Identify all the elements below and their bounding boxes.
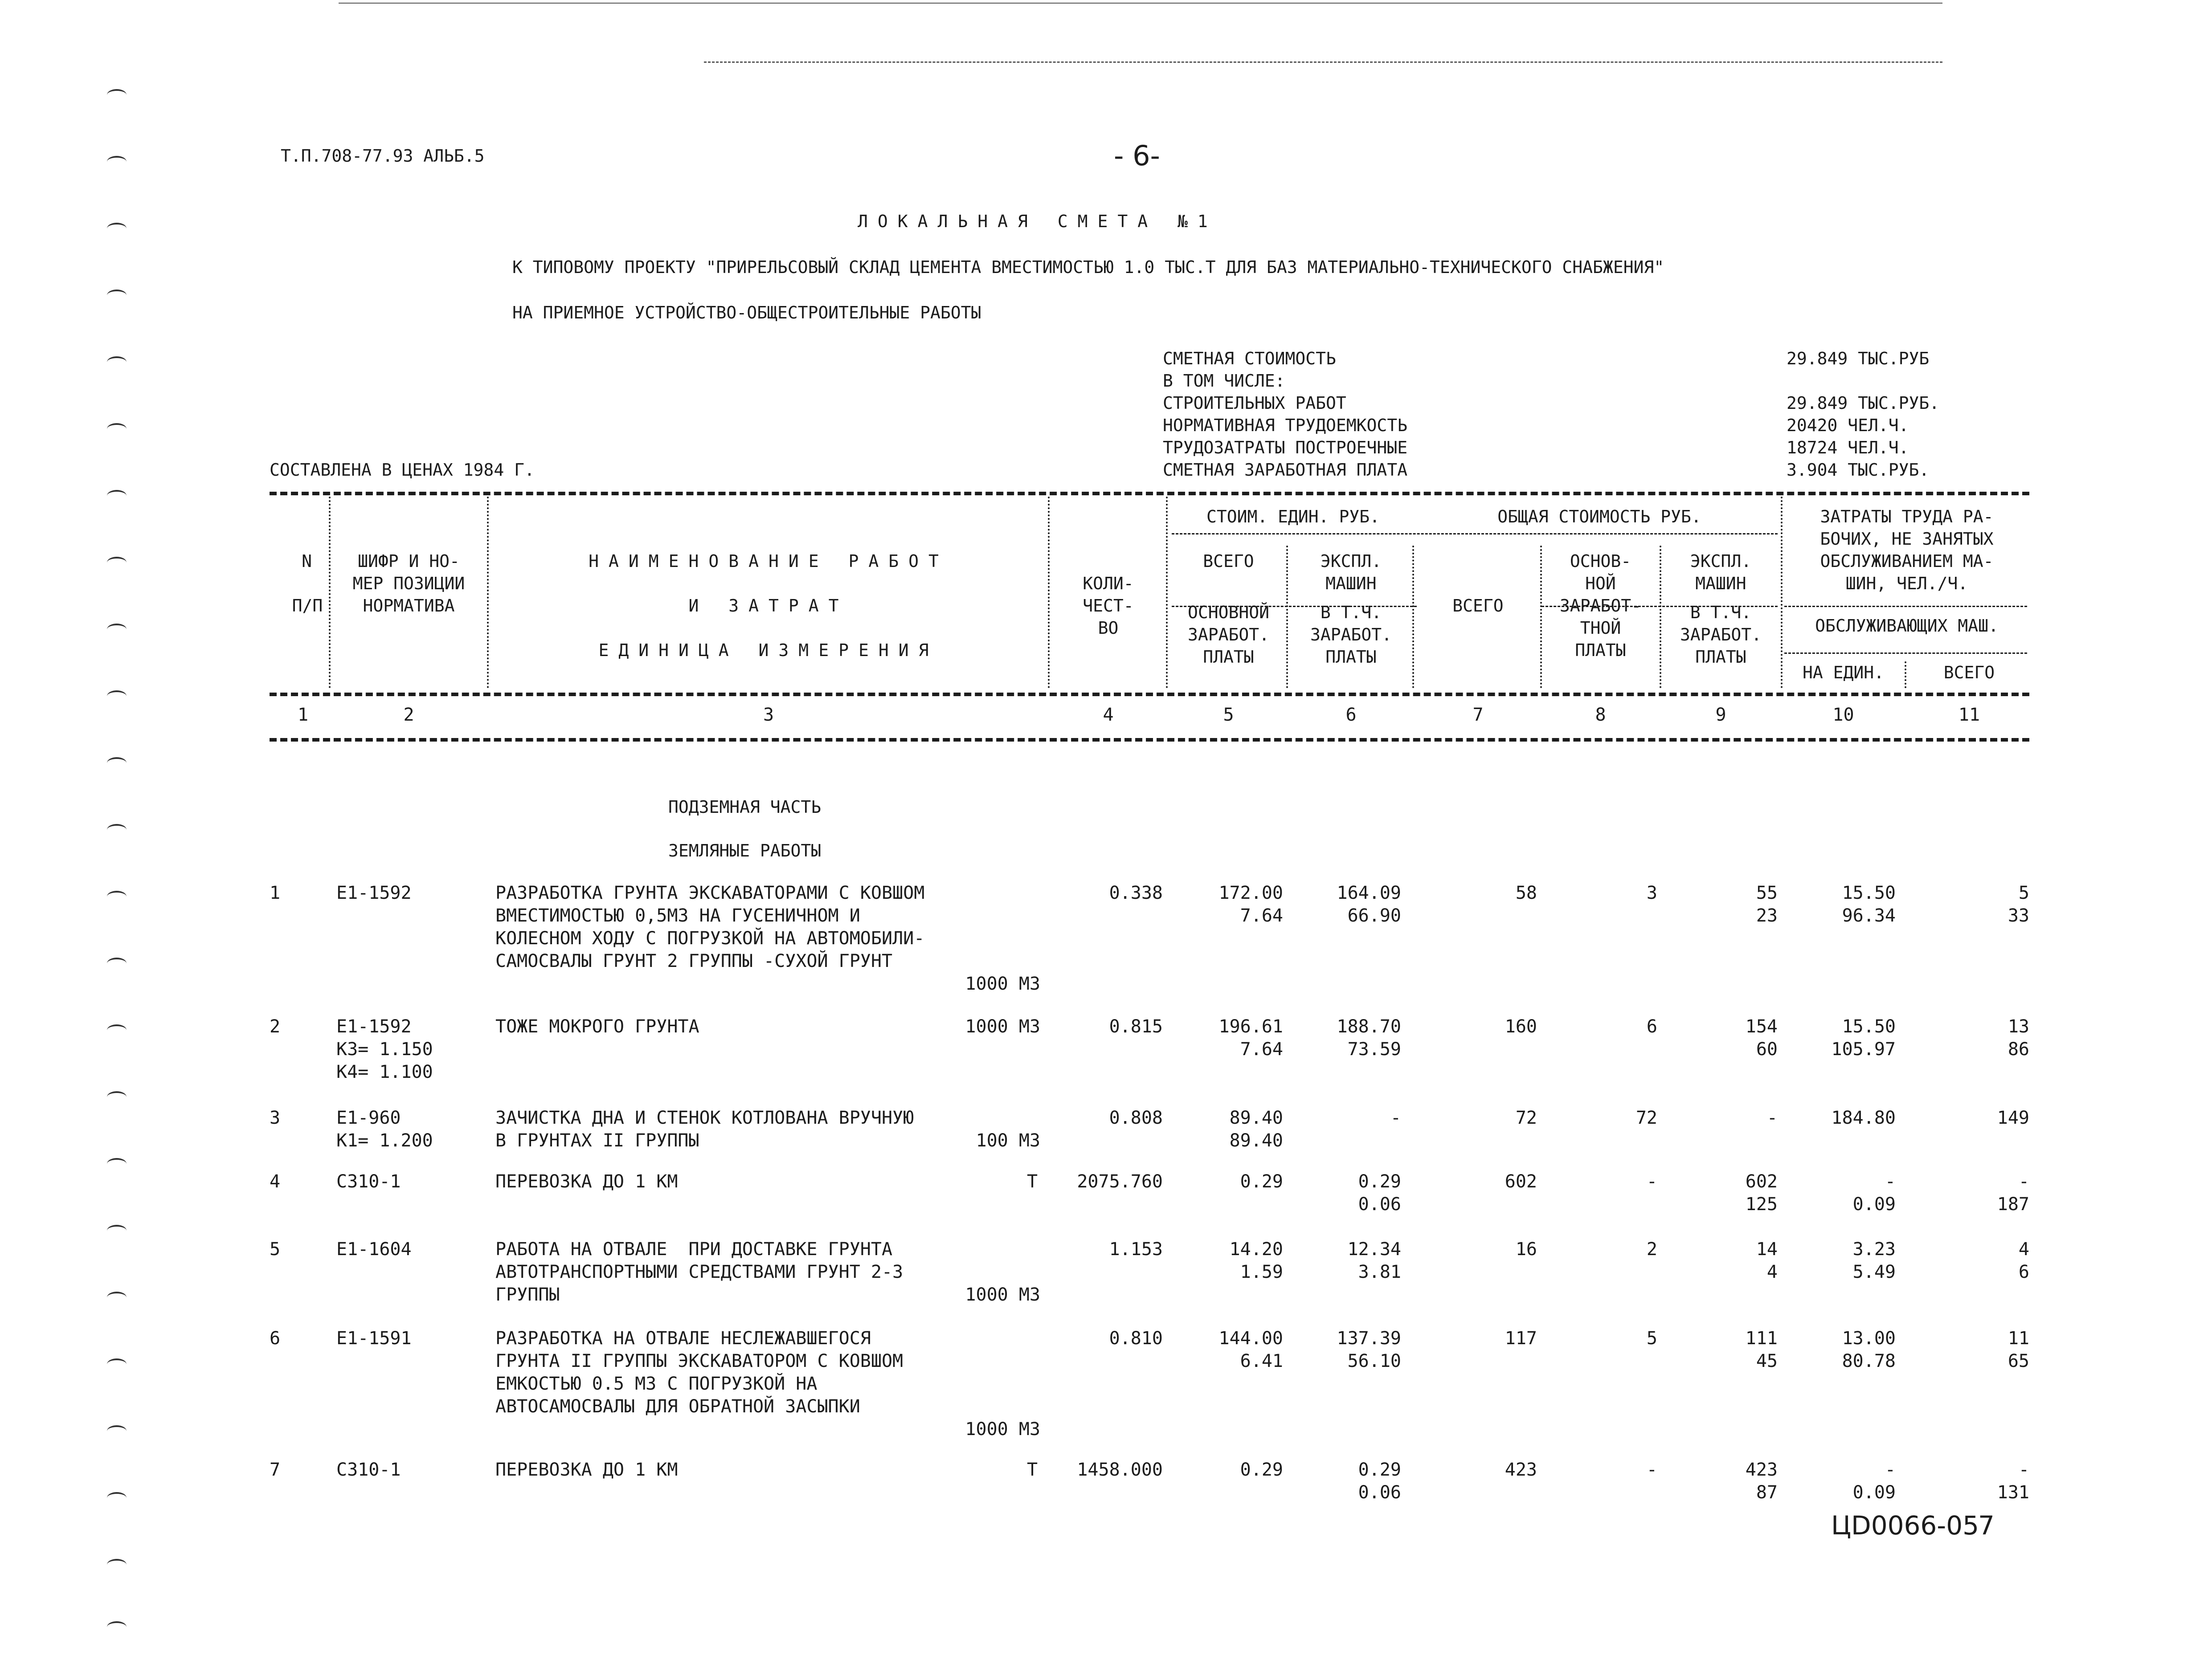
item-total-machines: 602 bbox=[1745, 1171, 1778, 1192]
item-code: К1= 1.200 bbox=[336, 1130, 433, 1151]
column-number: 1 bbox=[297, 705, 309, 725]
item-code: Е1-960 bbox=[336, 1108, 401, 1128]
item-code: К3= 1.150 bbox=[336, 1039, 433, 1060]
item-unit-cost: 144.00 bbox=[1218, 1328, 1283, 1349]
column-number: 11 bbox=[1958, 705, 1980, 725]
item-unit-machines: 0.29 bbox=[1358, 1171, 1401, 1192]
item-total-machines: 23 bbox=[1756, 905, 1778, 926]
item-total-machines: 55 bbox=[1756, 883, 1778, 903]
item-name-line: АВТОСАМОСВАЛЫ ДЛЯ ОБРАТНОЙ ЗАСЫПКИ bbox=[495, 1396, 860, 1417]
item-name-line: ПЕРЕВОЗКА ДО 1 КМ bbox=[495, 1460, 678, 1480]
column-number: 9 bbox=[1715, 705, 1726, 725]
item-total-wages: 72 bbox=[1635, 1108, 1657, 1128]
item-labor-unit: 15.50 bbox=[1842, 1016, 1896, 1037]
section-heading: ПОДЗЕМНАЯ ЧАСТЬ bbox=[668, 797, 822, 817]
item-unit-cost: 0.29 bbox=[1240, 1460, 1283, 1480]
item-name-line: ТОЖЕ МОКРОГО ГРУНТА bbox=[495, 1016, 699, 1037]
item-total-wages: 5 bbox=[1646, 1328, 1657, 1349]
summary-value: 3.904 ТЫС.РУБ. bbox=[1787, 460, 1930, 480]
item-total-machines: 14 bbox=[1756, 1239, 1778, 1260]
archive-stamp: ЦD0066-05 bbox=[1831, 1510, 1979, 1541]
item-total: 602 bbox=[1505, 1171, 1537, 1192]
header-col9: ЭКСПЛ. МАШИН В Т.Ч. ЗАРАБОТ. ПЛАТЫ bbox=[1680, 551, 1762, 667]
item-quantity: 0.810 bbox=[1109, 1328, 1163, 1349]
column-number: 8 bbox=[1595, 705, 1606, 725]
item-name-line: ПЕРЕВОЗКА ДО 1 КМ bbox=[495, 1171, 678, 1192]
item-name-line: КОЛЕСНОМ ХОДУ С ПОГРУЗКОЙ НА АВТОМОБИЛИ- bbox=[495, 928, 925, 949]
item-quantity: 0.338 bbox=[1109, 883, 1163, 903]
item-labor-unit: 96.34 bbox=[1842, 905, 1896, 926]
item-unit: 100 М3 bbox=[976, 1130, 1040, 1151]
header-col8: ОСНОВ- НОЙ ЗАРАБОТ- ТНОЙ ПЛАТЫ bbox=[1559, 551, 1642, 660]
item-unit-cost: 0.29 bbox=[1240, 1171, 1283, 1192]
item-number: 4 bbox=[270, 1171, 281, 1192]
item-labor-unit: 105.97 bbox=[1831, 1039, 1896, 1060]
item-labor-unit: 80.78 bbox=[1842, 1351, 1896, 1371]
header-col5: ВСЕГО ОСНОВНОЙ ЗАРАБОТ. ПЛАТЫ bbox=[1187, 551, 1270, 667]
summary-label: НОРМАТИВНАЯ ТРУДОЕМКОСТЬ bbox=[1163, 416, 1408, 435]
item-unit: 1000 М3 bbox=[965, 1016, 1040, 1037]
header-col1: N П/П bbox=[292, 551, 323, 616]
item-labor-total: 33 bbox=[2008, 905, 2029, 926]
item-name-line: ВМЕСТИМОСТЬЮ 0,5М3 НА ГУСЕНИЧНОМ И bbox=[495, 905, 860, 926]
item-number: 2 bbox=[270, 1016, 281, 1037]
item-quantity: 1458.000 bbox=[1077, 1460, 1163, 1480]
item-name-line: АВТОТРАНСПОРТНЫМИ СРЕДСТВАМИ ГРУНТ 2-3 bbox=[495, 1262, 904, 1282]
document-code: Т.П.708-77.93 АЛЬБ.5 bbox=[281, 146, 485, 166]
item-unit-cost: 14.20 bbox=[1229, 1239, 1283, 1260]
item-unit-cost: 1.59 bbox=[1240, 1262, 1283, 1282]
project-subtitle: К ТИПОВОМУ ПРОЕКТУ "ПРИРЕЛЬСОВЫЙ СКЛАД ЦЕМЕНТА ВМЕСТИМОСТЬЮ 1.0 ТЫС.Т ДЛЯ БАЗ МАТЕРИАЛЬНО-ТЕХНИЧЕСКОГО СНАБЖЕНИЯ" bbox=[512, 257, 1664, 277]
item-code: Е1-1592 bbox=[336, 883, 412, 903]
item-unit-machines: 66.90 bbox=[1347, 905, 1401, 926]
summary-label: В ТОМ ЧИСЛЕ: bbox=[1163, 371, 1285, 391]
item-unit-cost: 172.00 bbox=[1218, 883, 1283, 903]
summary-label: СТРОИТЕЛЬНЫХ РАБОТ bbox=[1163, 393, 1346, 413]
table-rule-header-bottom bbox=[270, 693, 2029, 696]
item-number: 5 bbox=[270, 1239, 281, 1260]
item-unit-machines: 0.06 bbox=[1358, 1194, 1401, 1215]
item-labor-unit: 0.09 bbox=[1852, 1194, 1896, 1215]
item-total-wages: - bbox=[1646, 1460, 1657, 1480]
item-total-machines: 154 bbox=[1745, 1016, 1778, 1037]
item-unit-machines: 0.06 bbox=[1358, 1482, 1401, 1503]
item-total-wages: - bbox=[1646, 1171, 1657, 1192]
item-unit-cost: 7.64 bbox=[1240, 905, 1283, 926]
header-col6: ЭКСПЛ. МАШИН В Т.Ч. ЗАРАБОТ. ПЛАТЫ bbox=[1310, 551, 1392, 667]
column-number: 5 bbox=[1223, 705, 1234, 725]
column-number: 7 bbox=[1472, 705, 1484, 725]
header-group-labor: ЗАТРАТЫ ТРУДА РА- БОЧИХ, НЕ ЗАНЯТЫХ ОБСЛУЖИВАНИЕМ МА- ШИН, ЧЕЛ./Ч. bbox=[1820, 507, 1994, 593]
item-total: 117 bbox=[1505, 1328, 1537, 1349]
column-number: 10 bbox=[1832, 705, 1854, 725]
item-labor-unit: 184.80 bbox=[1831, 1108, 1896, 1128]
item-total-machines: 4 bbox=[1766, 1262, 1778, 1282]
item-unit-machines: 73.59 bbox=[1347, 1039, 1401, 1060]
summary-label: ТРУДОЗАТРАТЫ ПОСТРОЕЧНЫЕ bbox=[1163, 438, 1408, 457]
item-unit-machines: 0.29 bbox=[1358, 1460, 1401, 1480]
item-total: 58 bbox=[1515, 883, 1537, 903]
item-quantity: 0.815 bbox=[1109, 1016, 1163, 1037]
item-qty-unit: Т bbox=[1027, 1460, 1038, 1480]
item-labor-total: 65 bbox=[2008, 1351, 2029, 1371]
column-number: 4 bbox=[1103, 705, 1114, 725]
item-unit-machines: 164.09 bbox=[1337, 883, 1401, 903]
item-labor-total: 5 bbox=[2018, 883, 2029, 903]
item-labor-unit: 3.23 bbox=[1852, 1239, 1896, 1260]
table-rule-top bbox=[270, 492, 2029, 495]
item-code: С310-1 bbox=[336, 1171, 401, 1192]
price-basis: СОСТАВЛЕНА В ЦЕНАХ 1984 Г. bbox=[270, 460, 535, 480]
item-total-machines: 111 bbox=[1745, 1328, 1778, 1349]
item-number: 3 bbox=[270, 1108, 281, 1128]
item-labor-total: 13 bbox=[2008, 1016, 2029, 1037]
item-quantity: 1.153 bbox=[1109, 1239, 1163, 1260]
item-number: 7 bbox=[270, 1460, 281, 1480]
item-total-wages: 2 bbox=[1646, 1239, 1657, 1260]
item-unit-machines: 137.39 bbox=[1337, 1328, 1401, 1349]
item-labor-unit: 5.49 bbox=[1852, 1262, 1896, 1282]
header-group-total-cost: ОБЩАЯ СТОИМОСТЬ РУБ. bbox=[1497, 507, 1701, 526]
item-code: Е1-1592 bbox=[336, 1016, 412, 1037]
item-unit: 1000 М3 bbox=[965, 1285, 1040, 1305]
item-code: Е1-1604 bbox=[336, 1239, 412, 1260]
top-rule bbox=[704, 61, 1942, 63]
item-unit-cost: 6.41 bbox=[1240, 1351, 1283, 1371]
header-col7: ВСЕГО bbox=[1452, 596, 1504, 616]
item-total: 72 bbox=[1515, 1108, 1537, 1128]
item-labor-unit: 13.00 bbox=[1842, 1328, 1896, 1349]
item-total: 16 bbox=[1515, 1239, 1537, 1260]
item-name-line: РАЗРАБОТКА ГРУНТА ЭКСКАВАТОРАМИ С КОВШОМ bbox=[495, 883, 925, 903]
item-total-wages: 6 bbox=[1646, 1016, 1657, 1037]
summary-value: 29.849 ТЫС.РУБ bbox=[1787, 349, 1930, 368]
work-subtitle: НА ПРИЕМНОЕ УСТРОЙСТВО-ОБЩЕСТРОИТЕЛЬНЫЕ РАБОТЫ bbox=[512, 303, 981, 322]
item-labor-total: 187 bbox=[1997, 1194, 2029, 1215]
item-labor-total: - bbox=[2018, 1171, 2029, 1192]
item-name-line: ЗАЧИСТКА ДНА И СТЕНОК КОТЛОВАНА ВРУЧНУЮ bbox=[495, 1108, 914, 1128]
item-total-machines: 125 bbox=[1745, 1194, 1778, 1215]
item-total-machines: 423 bbox=[1745, 1460, 1778, 1480]
item-labor-unit: 15.50 bbox=[1842, 883, 1896, 903]
item-total-machines: 60 bbox=[1756, 1039, 1778, 1060]
item-qty-unit: Т bbox=[1027, 1171, 1038, 1192]
column-number: 3 bbox=[763, 705, 774, 725]
item-labor-unit: 0.09 bbox=[1852, 1482, 1896, 1503]
item-unit-cost: 89.40 bbox=[1229, 1130, 1283, 1151]
item-code: К4= 1.100 bbox=[336, 1062, 433, 1082]
item-unit: 1000 М3 bbox=[965, 1419, 1040, 1440]
header-group-labor-machines: ОБСЛУЖИВАЮЩИХ МАШ. bbox=[1815, 616, 1999, 636]
item-unit-machines: 188.70 bbox=[1337, 1016, 1401, 1037]
header-col3: НАИМЕНОВАНИЕ РАБОТ И ЗАТРАТ ЕДИНИЦА ИЗМЕРЕНИЯ bbox=[589, 551, 949, 660]
item-name-line: ГРУППЫ bbox=[495, 1285, 560, 1305]
item-name-line: ГРУНТА II ГРУППЫ ЭКСКАВАТОРОМ С КОВШОМ bbox=[495, 1351, 904, 1371]
item-unit-cost: 89.40 bbox=[1229, 1108, 1283, 1128]
page-number: - 6- bbox=[1114, 139, 1160, 172]
header-col11: ВСЕГО bbox=[1943, 663, 1995, 682]
summary-label: СМЕТНАЯ ЗАРАБОТНАЯ ПЛАТА bbox=[1163, 460, 1408, 480]
item-labor-total: 149 bbox=[1997, 1108, 2029, 1128]
item-total-wages: 3 bbox=[1646, 883, 1657, 903]
sheet-number: 7 bbox=[1978, 1510, 1995, 1541]
item-labor-total: 11 bbox=[2008, 1328, 2029, 1349]
item-total-machines: - bbox=[1766, 1108, 1778, 1128]
item-total-machines: 45 bbox=[1756, 1351, 1778, 1371]
estimate-title: ЛОКАЛЬНАЯ СМЕТА №1 bbox=[858, 212, 1218, 231]
summary-label: СМЕТНАЯ СТОИМОСТЬ bbox=[1163, 349, 1336, 368]
item-labor-total: 86 bbox=[2008, 1039, 2029, 1060]
item-unit-machines: 12.34 bbox=[1347, 1239, 1401, 1260]
summary-value: 29.849 ТЫС.РУБ. bbox=[1787, 393, 1940, 413]
item-code: С310-1 bbox=[336, 1460, 401, 1480]
section-subheading: ЗЕМЛЯНЫЕ РАБОТЫ bbox=[668, 841, 822, 861]
item-unit-machines: - bbox=[1390, 1108, 1401, 1128]
item-number: 6 bbox=[270, 1328, 281, 1349]
item-name-line: РАБОТА НА ОТВАЛЕ ПРИ ДОСТАВКЕ ГРУНТА bbox=[495, 1239, 893, 1260]
header-col4: КОЛИ- ЧЕСТ- ВО bbox=[1083, 574, 1134, 638]
table-rule-numbers-bottom bbox=[270, 738, 2029, 742]
item-name-line: САМОСВАЛЫ ГРУНТ 2 ГРУППЫ -СУХОЙ ГРУНТ bbox=[495, 951, 893, 971]
header-col2: ШИФР И НО- МЕР ПОЗИЦИИ НОРМАТИВА bbox=[352, 551, 465, 616]
item-name-line: В ГРУНТАХ II ГРУППЫ bbox=[495, 1130, 699, 1151]
item-total-machines: 87 bbox=[1756, 1482, 1778, 1503]
summary-value: 20420 ЧЕЛ.Ч. bbox=[1787, 416, 1909, 435]
header-group-unit-cost: СТОИМ. ЕДИН. РУБ. bbox=[1206, 507, 1380, 526]
item-unit-machines: 56.10 bbox=[1347, 1351, 1401, 1371]
item-labor-total: 4 bbox=[2018, 1239, 2029, 1260]
item-total: 160 bbox=[1505, 1016, 1537, 1037]
item-labor-total: - bbox=[2018, 1460, 2029, 1480]
item-quantity: 0.808 bbox=[1109, 1108, 1163, 1128]
item-number: 1 bbox=[270, 883, 281, 903]
item-unit-cost: 7.64 bbox=[1240, 1039, 1283, 1060]
summary-value: 18724 ЧЕЛ.Ч. bbox=[1787, 438, 1909, 457]
header-col10: НА ЕДИН. bbox=[1802, 663, 1885, 682]
item-name-line: РАЗРАБОТКА НА ОТВАЛЕ НЕСЛЕЖАВШЕГОСЯ bbox=[495, 1328, 871, 1349]
top-rule-edge bbox=[339, 3, 1942, 4]
column-number: 2 bbox=[403, 705, 414, 725]
item-quantity: 2075.760 bbox=[1077, 1171, 1163, 1192]
item-code: Е1-1591 bbox=[336, 1328, 412, 1349]
item-total: 423 bbox=[1505, 1460, 1537, 1480]
item-unit-cost: 196.61 bbox=[1218, 1016, 1283, 1037]
item-labor-total: 6 bbox=[2018, 1262, 2029, 1282]
item-name-line: ЕМКОСТЬЮ 0.5 М3 С ПОГРУЗКОЙ НА bbox=[495, 1374, 818, 1394]
item-unit: 1000 М3 bbox=[965, 974, 1040, 994]
item-labor-total: 131 bbox=[1997, 1482, 2029, 1503]
column-number: 6 bbox=[1345, 705, 1357, 725]
item-labor-unit: - bbox=[1885, 1171, 1896, 1192]
item-labor-unit: - bbox=[1885, 1460, 1896, 1480]
item-unit-machines: 3.81 bbox=[1358, 1262, 1401, 1282]
